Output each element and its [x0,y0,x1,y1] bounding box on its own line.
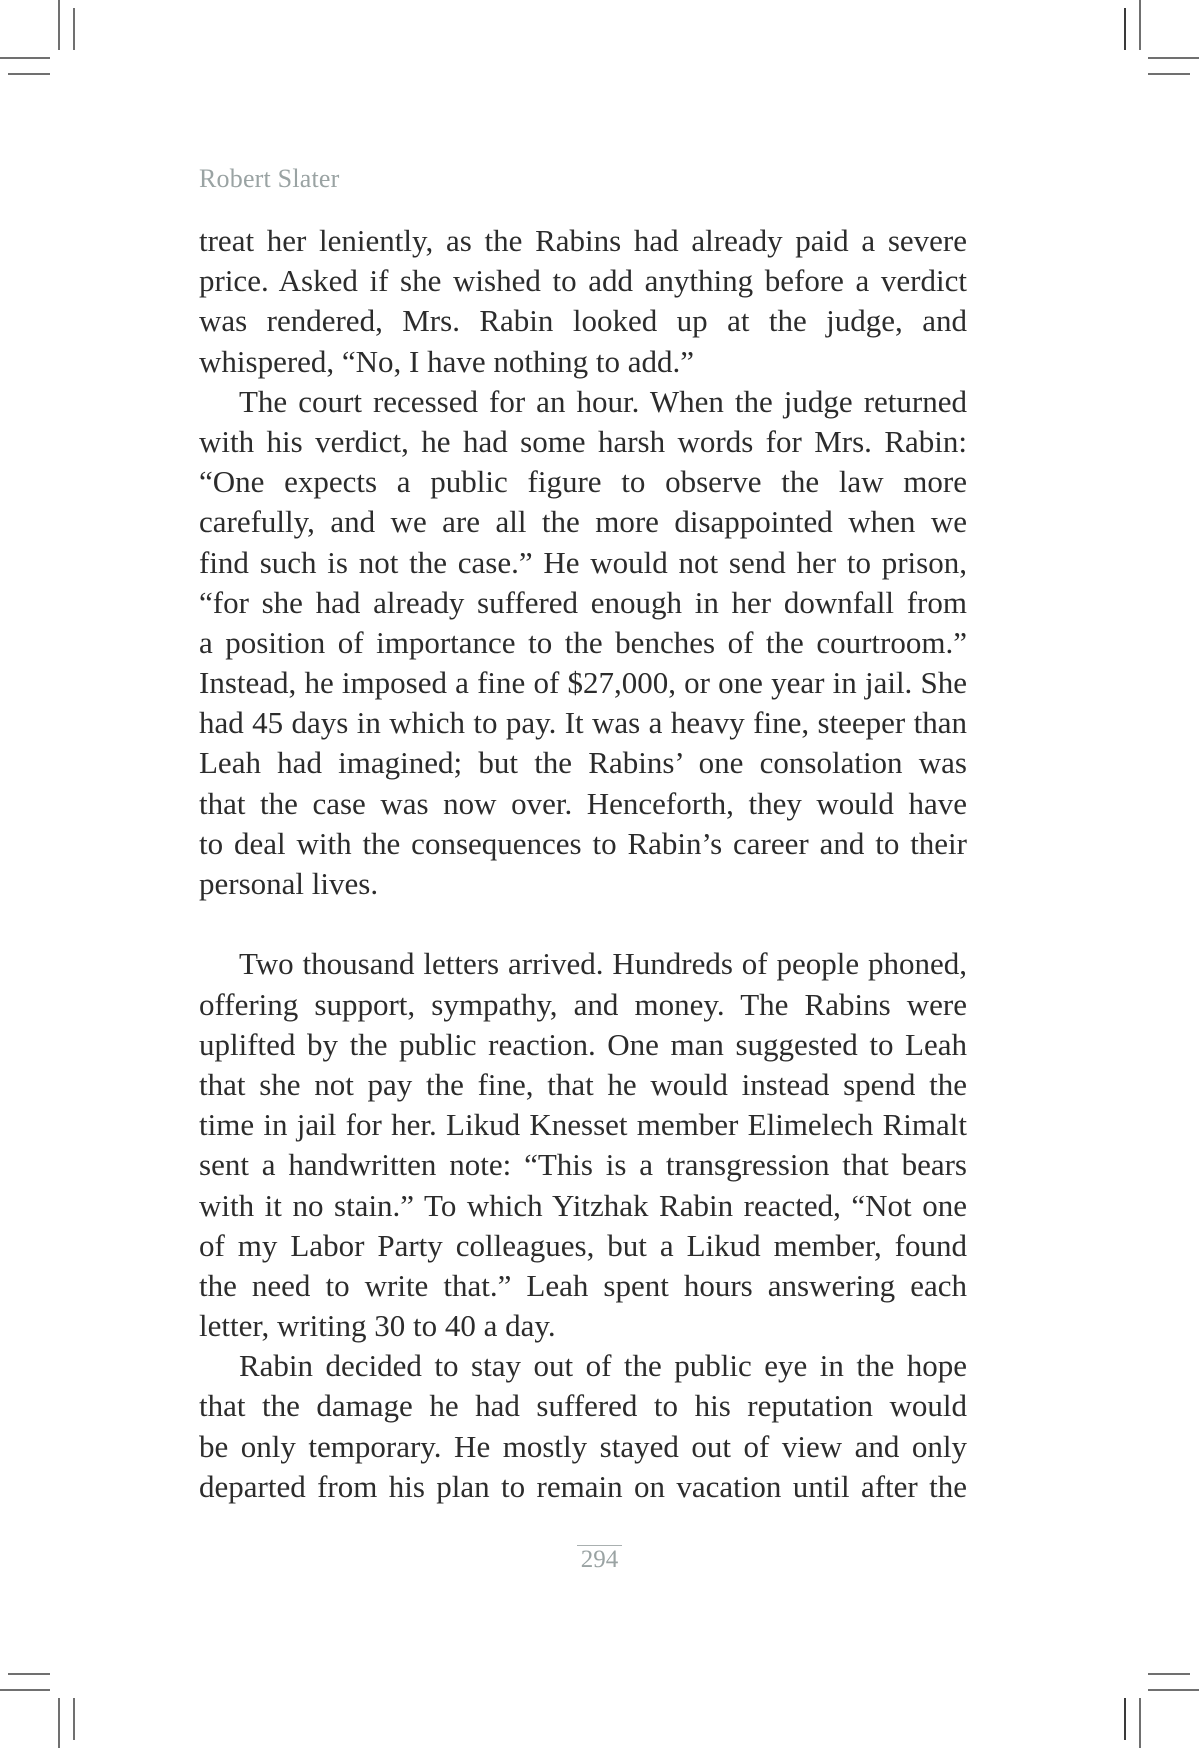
crop-mark-bottom-left-h1 [8,1673,50,1675]
text-line: a position of importance to the benches of the courtroom.” [199,624,967,660]
paragraph [199,1346,967,1507]
running-header: Robert Slater [199,164,340,193]
text-line: Leah had imagined; but the Rabins’ one consolation was [199,745,967,781]
text-line: offering support, sympathy, and money. The Rabins were [199,986,967,1022]
text-line: “for she had already suffered enough in her downfall from [199,584,967,620]
section-break [199,904,967,944]
text-line: that the case was now over. Henceforth, they would have [199,785,967,821]
text-line: Instead, he imposed a fine of $27,000, or one year in jail. She [199,665,967,701]
crop-mark-bottom-right-v2 [1139,1698,1141,1748]
text-line: “One expects a public figure to observe the law more [199,464,967,500]
paragraph [199,382,967,904]
crop-mark-top-right-v1 [1124,8,1126,50]
text-line: Two thousand letters arrived. Hundreds of people phoned, [239,946,967,982]
text-line: carefully, and we are all the more disappointed when we [199,504,967,540]
crop-mark-top-left-h1 [0,57,50,59]
page-number: 294 [577,1545,623,1574]
text-line: be only temporary. He mostly stayed out of view and only [199,1428,967,1464]
crop-mark-bottom-left-h2 [0,1689,50,1691]
text-line: with it no stain.” To which Yitzhak Rabin reacted, “Not one [199,1187,967,1223]
crop-mark-top-right-h2 [1148,73,1190,75]
crop-mark-bottom-left-v1 [58,1698,60,1748]
text-line: of my Labor Party colleagues, but a Likud member, found [199,1227,967,1263]
crop-mark-bottom-right-h2 [1148,1689,1199,1691]
text-line: find such is not the case.” He would not send her to prison, [199,544,967,580]
crop-mark-top-right-v2 [1139,0,1141,50]
text-line: had 45 days in which to pay. It was a heavy fine, steeper than [199,705,967,741]
text-line: sent a handwritten note: “This is a transgression that bears [199,1147,967,1183]
text-line: to deal with the consequences to Rabin’s career and to their [199,825,967,861]
text-line: with his verdict, he had some harsh words for Mrs. Rabin: [199,423,967,459]
text-line: that the damage he had suffered to his reputation would [199,1388,967,1424]
text-line: that she not pay the fine, that he would instead spend the [199,1066,967,1102]
paragraph [199,221,967,382]
text-line: Rabin decided to stay out of the public eye in the hope [239,1348,967,1384]
body-text [199,221,967,1507]
text-line: letter, writing 30 to 40 a day. [199,1308,556,1344]
paragraph [199,944,967,1346]
crop-mark-top-right-h1 [1148,57,1199,59]
crop-mark-bottom-right-v1 [1124,1698,1126,1740]
text-line: price. Asked if she wished to add anything before a verdict [199,263,967,299]
text-line: uplifted by the public reaction. One man suggested to Leah [199,1026,967,1062]
text-line: whispered, “No, I have nothing to add.” [199,343,695,379]
text-line: the need to write that.” Leah spent hours answering each [199,1267,967,1303]
text-line: personal lives. [199,866,379,901]
folio [0,1545,1199,1574]
text-line: treat her leniently, as the Rabins had already paid a severe [199,223,967,258]
text-line: time in jail for her. Likud Knesset member Elimelech Rimalt [199,1107,967,1143]
text-line: departed from his plan to remain on vacation until after the [199,1468,967,1504]
text-line: was rendered, Mrs. Rabin looked up at the judge, and [199,303,967,339]
crop-mark-top-left-v2 [73,8,75,50]
crop-mark-bottom-left-v2 [73,1698,75,1740]
crop-mark-top-left-v1 [58,0,60,50]
text-line: The court recessed for an hour. When the judge returned [239,383,967,419]
crop-mark-top-left-h2 [8,73,50,75]
crop-mark-bottom-right-h1 [1148,1673,1190,1675]
